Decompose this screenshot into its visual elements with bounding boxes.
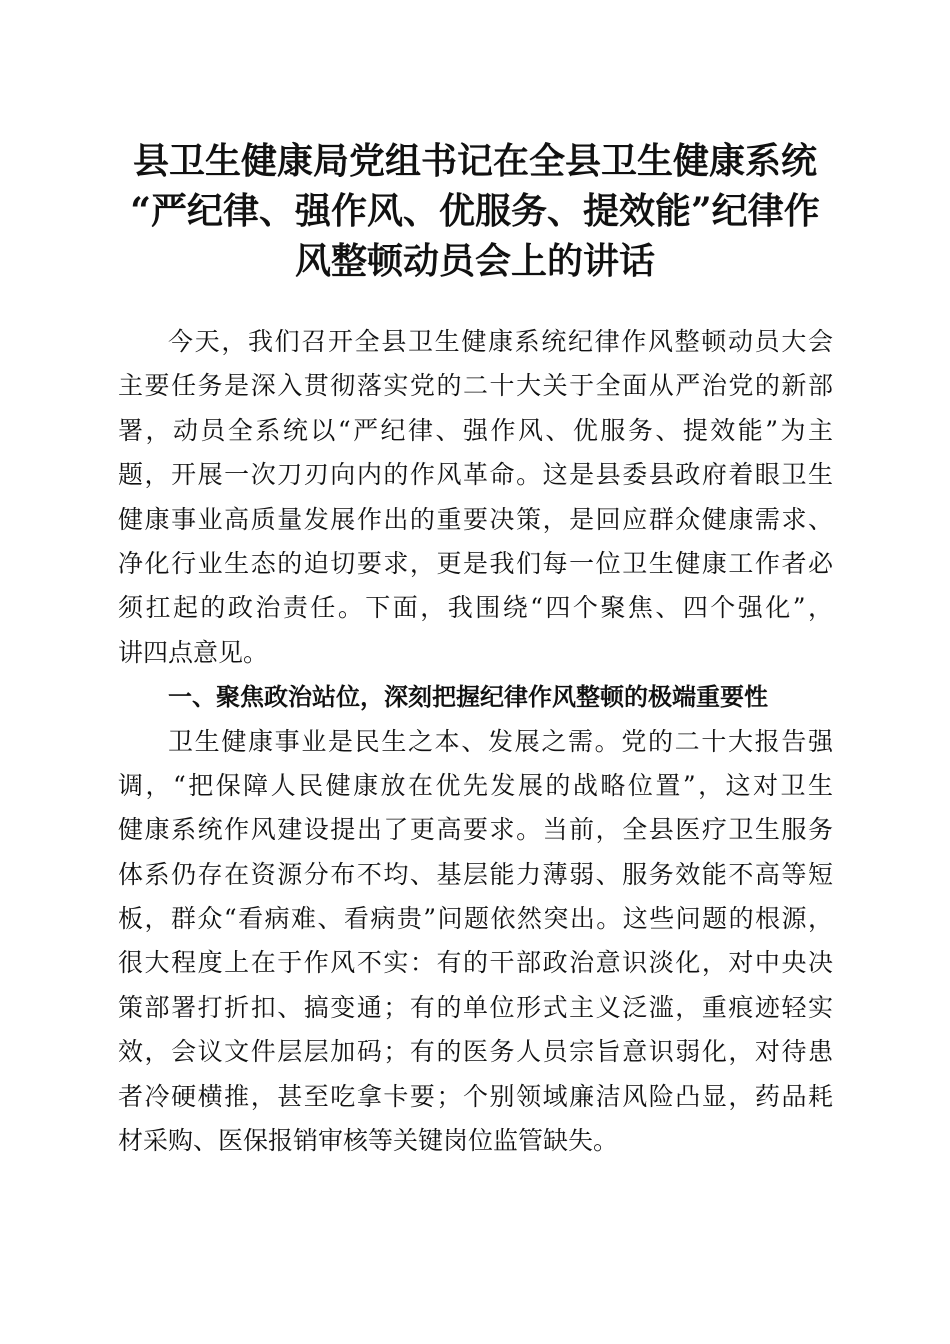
title-line-3: 风整顿动员会上的讲话 bbox=[294, 240, 655, 282]
paragraph-line: 净化行业生态的迫切要求，更是我们每一位卫生健康工作者必 bbox=[118, 548, 833, 578]
paragraph-line: 材采购、医保报销审核等关键岗位监管缺失。 bbox=[118, 1126, 619, 1156]
paragraph-line: 主要任务是深入贯彻落实党的二十大关于全面从严治党的新部 bbox=[118, 371, 833, 401]
paragraph-line: 板，群众“看病难、看病贵”问题依然突出。这些问题的根源， bbox=[118, 904, 833, 934]
paragraph-line: 者冷硬横推，甚至吃拿卡要；个别领域廉洁风险凸显，药品耗 bbox=[118, 1081, 833, 1111]
document-body bbox=[118, 320, 833, 1163]
paragraph-section-1 bbox=[118, 720, 833, 1164]
paragraph-line: 题，开展一次刀刃向内的作风革命。这是县委县政府着眼卫生 bbox=[118, 460, 833, 490]
paragraph-line: 策部署打折扣、搞变通；有的单位形式主义泛滥，重痕迹轻实 bbox=[118, 992, 833, 1022]
paragraph-line: 调，“把保障人民健康放在优先发展的战略位置”，这对卫生 bbox=[118, 770, 833, 800]
title-line-2: “严纪律、强作风、优服务、提效能”纪律作 bbox=[130, 190, 820, 232]
paragraph-line: 署，动员全系统以“严纪律、强作风、优服务、提效能”为主 bbox=[118, 415, 833, 445]
paragraph-line: 卫生健康事业是民生之本、发展之需。党的二十大报告强 bbox=[168, 726, 833, 756]
paragraph-line: 健康事业高质量发展作出的重要决策，是回应群众健康需求、 bbox=[118, 504, 833, 534]
paragraph-line: 效，会议文件层层加码；有的医务人员宗旨意识弱化，对待患 bbox=[118, 1037, 833, 1067]
paragraph-line: 健康系统作风建设提出了更高要求。当前，全县医疗卫生服务 bbox=[118, 815, 833, 845]
paragraph-line: 须扛起的政治责任。下面，我围绕“四个聚焦、四个强化”， bbox=[118, 593, 833, 623]
title-line-1: 县卫生健康局党组书记在全县卫生健康系统 bbox=[132, 140, 817, 182]
paragraph-line: 很大程度上在于作风不实：有的干部政治意识淡化，对中央决 bbox=[118, 948, 833, 978]
paragraph-line: 体系仍存在资源分布不均、基层能力薄弱、服务效能不高等短 bbox=[118, 859, 833, 889]
paragraph-line: 今天，我们召开全县卫生健康系统纪律作风整顿动员大会 bbox=[168, 327, 833, 356]
document-title bbox=[110, 136, 840, 286]
paragraph-intro bbox=[118, 320, 833, 675]
paragraph-line: 讲四点意见。 bbox=[118, 637, 269, 667]
section-heading-1: 一、聚焦政治站位，深刻把握纪律作风整顿的极端重要性 bbox=[168, 683, 768, 712]
